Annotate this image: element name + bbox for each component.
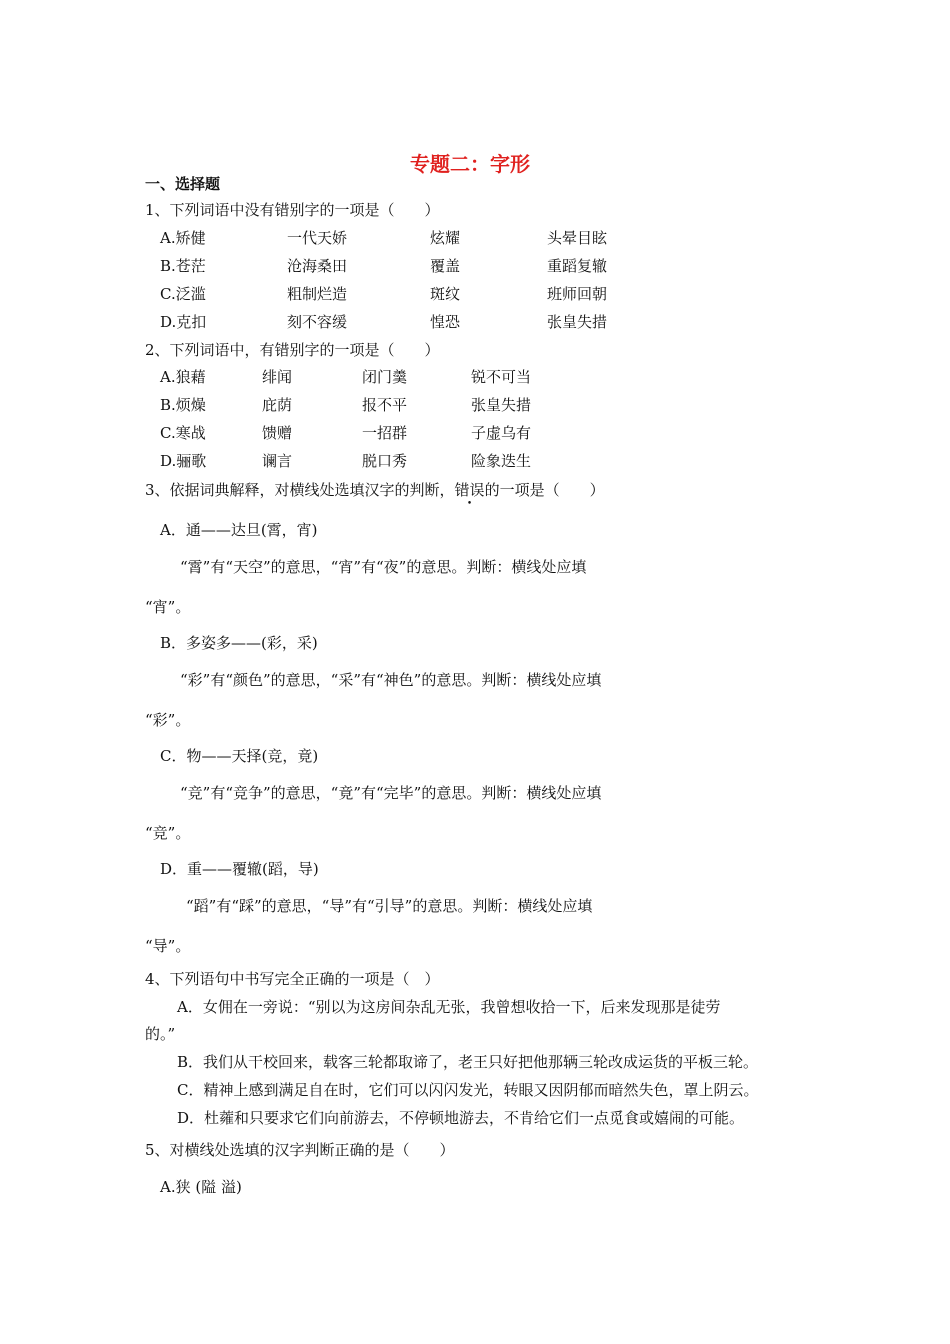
option-d-explanation: “蹈”有“踩”的意思，“导”有“引导”的意思。判断：横线处应填 — [186, 897, 593, 915]
option-cell: 班师回朝 — [547, 285, 608, 303]
option-cell: 张皇失措 — [547, 313, 608, 331]
emphasis-word: 错误 — [454, 481, 485, 499]
section-heading: 一、选择题 — [145, 175, 221, 193]
option-b-text: B．我们从干校回来，载客三轮都取谛了，老王只好把他那辆三轮改成运货的平板三轮。 — [177, 1053, 759, 1071]
option-c-head: C．物——天择(竞，竟) — [160, 747, 319, 765]
option-cell: 一代天娇 — [287, 229, 348, 247]
option-c-answer: “竞”。 — [145, 824, 191, 842]
option-cell: D.克扣 — [160, 313, 207, 331]
option-cell: 馈赠 — [262, 424, 293, 442]
question-3-stem — [145, 480, 605, 500]
option-cell: C.寒战 — [160, 424, 206, 442]
option-cell: 重蹈复辙 — [547, 257, 608, 275]
option-c-text: C．精神上感到满足自在时，它们可以闪闪发光，转眼又因阴郁而暗然失色，罩上阴云。 — [177, 1081, 759, 1099]
option-a-line2: 的。” — [145, 1025, 176, 1043]
option-b-explanation: “彩”有“颜色”的意思，“采”有“神色”的意思。判断：横线处应填 — [180, 671, 602, 689]
option-cell: 惶恐 — [430, 313, 461, 331]
option-cell: 覆盖 — [430, 257, 461, 275]
option-cell: 刻不容缓 — [287, 313, 348, 331]
option-a-explanation: “霄”有“天空”的意思，“宵”有“夜”的意思。判断：横线处应填 — [180, 558, 587, 576]
option-cell: 锐不可当 — [471, 368, 532, 386]
option-d-text: D．杜蕹和只要求它们向前游去，不停顿地游去，不肯给它们一点觅食或嬉闹的可能。 — [177, 1109, 745, 1127]
page-title: 专题二：字形 — [410, 152, 530, 176]
option-a-head: A．通——达旦(霄，宵) — [160, 521, 318, 539]
option-a-answer: “宵”。 — [145, 598, 191, 616]
option-d-answer: “导”。 — [145, 937, 191, 955]
option-cell: 庇荫 — [262, 396, 293, 414]
option-cell: 闭门羹 — [362, 368, 408, 386]
option-cell: 谰言 — [262, 452, 293, 470]
stem-text: 3、依据词典解释，对横线处选填汉字的判断， — [145, 481, 455, 499]
option-cell: 张皇失措 — [471, 396, 532, 414]
option-cell: A.矫健 — [160, 229, 206, 247]
question-2-stem: 2、下列词语中，有错别字的一项是（ ） — [145, 341, 440, 359]
option-cell: A.狼藉 — [160, 368, 206, 386]
option-c-explanation: “竞”有“竞争”的意思，“竟”有“完毕”的意思。判断：横线处应填 — [180, 784, 602, 802]
option-a-line1: A．女佣在一旁说：“别以为这房间杂乱无张，我曾想收拾一下，后来发现那是徒劳 — [177, 998, 721, 1016]
option-cell: 子虚乌有 — [471, 424, 532, 442]
option-b-answer: “彩”。 — [145, 711, 191, 729]
question-5-stem: 5、对横线处选填的汉字判断正确的是（ ） — [145, 1141, 455, 1159]
option-cell: B.苍茫 — [160, 257, 206, 275]
option-cell: 沧海桑田 — [287, 257, 348, 275]
option-cell: 斑纹 — [430, 285, 461, 303]
option-cell: B.烦燥 — [160, 396, 206, 414]
stem-text: 的一项是（ ） — [484, 481, 605, 499]
option-cell: 险象迭生 — [471, 452, 532, 470]
option-cell: 炫耀 — [430, 229, 461, 247]
question-4-stem: 4、下列语句中书写完全正确的一项是（ ） — [145, 970, 440, 988]
option-d-head: D．重——覆辙(蹈，导) — [160, 860, 319, 878]
question-1-stem: 1、下列词语中没有错别字的一项是（ ） — [145, 201, 440, 219]
option-cell: 绯闻 — [262, 368, 293, 386]
option-cell: 粗制烂造 — [287, 285, 348, 303]
option-cell: 一招群 — [362, 424, 408, 442]
option-cell: C.泛滥 — [160, 285, 206, 303]
option-cell: D.骊歌 — [160, 452, 207, 470]
option-cell: 报不平 — [362, 396, 408, 414]
option-cell: 头晕目眩 — [547, 229, 608, 247]
option-cell: 脱口秀 — [362, 452, 408, 470]
option-a-text: A.狭 (隘 溢) — [160, 1178, 242, 1196]
option-b-head: B．多姿多——(彩，采) — [160, 634, 318, 652]
